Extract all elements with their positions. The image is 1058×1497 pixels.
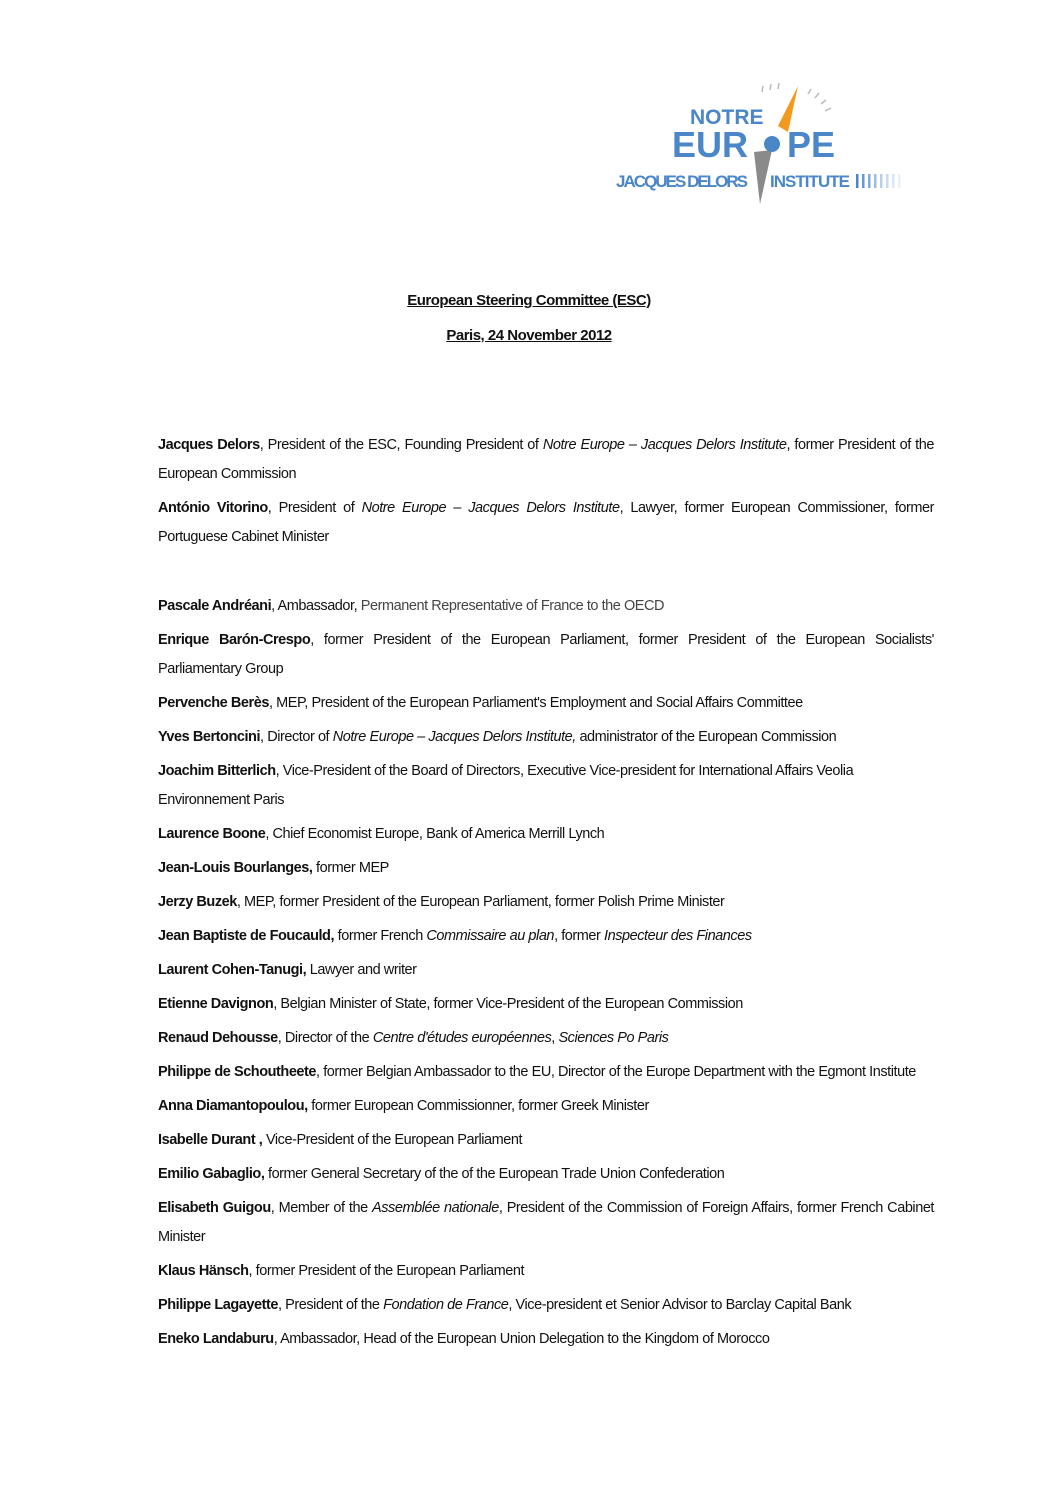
svg-text:EUR: EUR <box>672 124 749 165</box>
member-entry <box>158 990 934 1019</box>
presidents-list <box>158 431 934 557</box>
italic-text: Inspecteur des Finances <box>604 928 752 944</box>
document-subtitle: Paris, 24 November 2012 <box>446 327 612 344</box>
member-description: , <box>551 1030 559 1046</box>
member-name: Joachim Bitterlich <box>158 763 276 779</box>
member-entry <box>158 592 934 621</box>
member-description: , Belgian Minister of State, former Vice-President of the European Commission <box>273 996 743 1012</box>
member-name: Anna Diamantopoulou, <box>158 1098 308 1114</box>
member-description: , Director of the <box>277 1030 373 1046</box>
svg-text:INSTITUTE: INSTITUTE <box>770 172 850 191</box>
member-name: António Vitorino <box>158 500 268 516</box>
member-name: Eneko Landaburu <box>158 1331 274 1347</box>
member-name: Renaud Dehousse <box>158 1030 278 1046</box>
member-entry <box>158 1291 934 1320</box>
member-name: Jean Baptiste de Foucauld, <box>158 928 335 944</box>
logo-graphic <box>612 82 912 207</box>
member-name: Yves Bertoncini <box>158 729 261 745</box>
member-description: , President of the <box>278 1297 384 1313</box>
italic-text: Sciences Po Paris <box>558 1030 669 1046</box>
member-description: , Vice-President of the Board of Directors, Executive Vice-president for International Affairs Veolia Environnement Paris <box>158 763 854 808</box>
member-entry <box>158 431 934 489</box>
member-description: , former President of the European Commission <box>158 437 934 482</box>
member-entry <box>158 888 934 917</box>
document-title: European Steering Committee (ESC) <box>407 292 651 309</box>
italic-text: Commissaire au plan <box>426 928 555 944</box>
member-entry <box>158 922 934 951</box>
svg-text:NOTRE: NOTRE <box>690 106 764 129</box>
members-list <box>158 592 934 1359</box>
member-entry <box>158 1194 934 1252</box>
italic-text: Fondation de France <box>383 1297 509 1313</box>
member-description: administrator of the European Commission <box>575 729 837 745</box>
member-description: , former <box>554 928 604 944</box>
italic-text: Notre Europe – Jacques Delors Institute, <box>332 729 576 745</box>
member-entry <box>158 689 934 718</box>
member-description: , former Belgian Ambassador to the EU, Director of the Europe Department with the Egmont Institute <box>316 1064 916 1080</box>
member-entry <box>158 1058 934 1087</box>
member-name: Pascale Andréani <box>158 598 272 614</box>
italic-text: Notre Europe – Jacques Delors Institute <box>542 437 787 453</box>
member-entry <box>158 626 934 684</box>
member-description: Permanent Representative of France to the OECD <box>360 598 665 614</box>
member-description: , former President of the European Parliament, former President of the European Socialists' Parliamentary Group <box>158 632 935 677</box>
member-entry <box>158 1126 934 1155</box>
italic-text: Centre d'études européennes <box>372 1030 552 1046</box>
member-name: Klaus Hänsch <box>158 1263 249 1279</box>
member-entry <box>158 1160 934 1189</box>
member-description: Lawyer and writer <box>306 962 417 978</box>
member-entry <box>158 1325 934 1354</box>
member-description: former MEP <box>312 860 389 876</box>
member-name: Laurent Cohen-Tanugi, <box>158 962 307 978</box>
member-description: , former President of the European Parliament <box>248 1263 525 1279</box>
member-name: Pervenche Berès <box>158 695 269 711</box>
member-name: Isabelle Durant , <box>158 1132 263 1148</box>
member-description: , Chief Economist Europe, Bank of America Merrill Lynch <box>265 826 605 842</box>
member-description: former French <box>334 928 427 944</box>
italic-text: Notre Europe – Jacques Delors Institute <box>361 500 620 516</box>
member-name: Laurence Boone <box>158 826 266 842</box>
member-entry <box>158 956 934 985</box>
member-name: Jacques Delors <box>158 437 260 453</box>
member-description: , President of the ESC, Founding President of <box>259 437 543 453</box>
member-description: Vice-President of the European Parliament <box>262 1132 523 1148</box>
notre-europe-logo <box>612 82 912 207</box>
member-name: Jean-Louis Bourlanges, <box>158 860 313 876</box>
member-description: , President of the Commission of Foreign Affairs, former French Cabinet Minister <box>158 1200 935 1245</box>
member-entry <box>158 494 934 552</box>
svg-text:JACQUES DELORS: JACQUES DELORS <box>616 172 748 191</box>
member-description: former General Secretary of the of the European Trade Union Confederation <box>264 1166 725 1182</box>
member-name: Philippe Lagayette <box>158 1297 279 1313</box>
member-description: , Member of the <box>270 1200 373 1216</box>
member-entry <box>158 723 934 752</box>
member-description: , Lawyer, former European Commissioner, former Portuguese Cabinet Minister <box>158 500 935 545</box>
member-name: Emilio Gabaglio, <box>158 1166 265 1182</box>
member-entry <box>158 1024 934 1053</box>
member-name: Enrique Barón-Crespo <box>158 632 311 648</box>
member-description: , Ambassador, Head of the European Union Delegation to the Kingdom of Morocco <box>273 1331 770 1347</box>
svg-text:PE: PE <box>787 124 836 165</box>
member-name: Etienne Davignon <box>158 996 274 1012</box>
member-name: Jerzy Buzek <box>158 894 237 910</box>
member-description: former European Commissionner, former Greek Minister <box>307 1098 649 1114</box>
italic-text: Assemblée nationale <box>372 1200 499 1216</box>
member-description: , MEP, President of the European Parliament's Employment and Social Affairs Committee <box>268 695 803 711</box>
member-description: , Vice-president et Senior Advisor to Barclay Capital Bank <box>508 1297 852 1313</box>
member-description: , Director of <box>260 729 333 745</box>
member-description: , President of <box>267 500 362 516</box>
member-entry <box>158 757 934 815</box>
member-name: Philippe de Schoutheete <box>158 1064 317 1080</box>
member-description: , Ambassador, <box>271 598 361 614</box>
member-entry <box>158 1257 934 1286</box>
member-entry <box>158 854 934 883</box>
member-description: , MEP, former President of the European Parliament, former Polish Prime Minister <box>236 894 725 910</box>
member-entry <box>158 1092 934 1121</box>
member-name: Elisabeth Guigou <box>158 1200 271 1216</box>
member-entry <box>158 820 934 849</box>
